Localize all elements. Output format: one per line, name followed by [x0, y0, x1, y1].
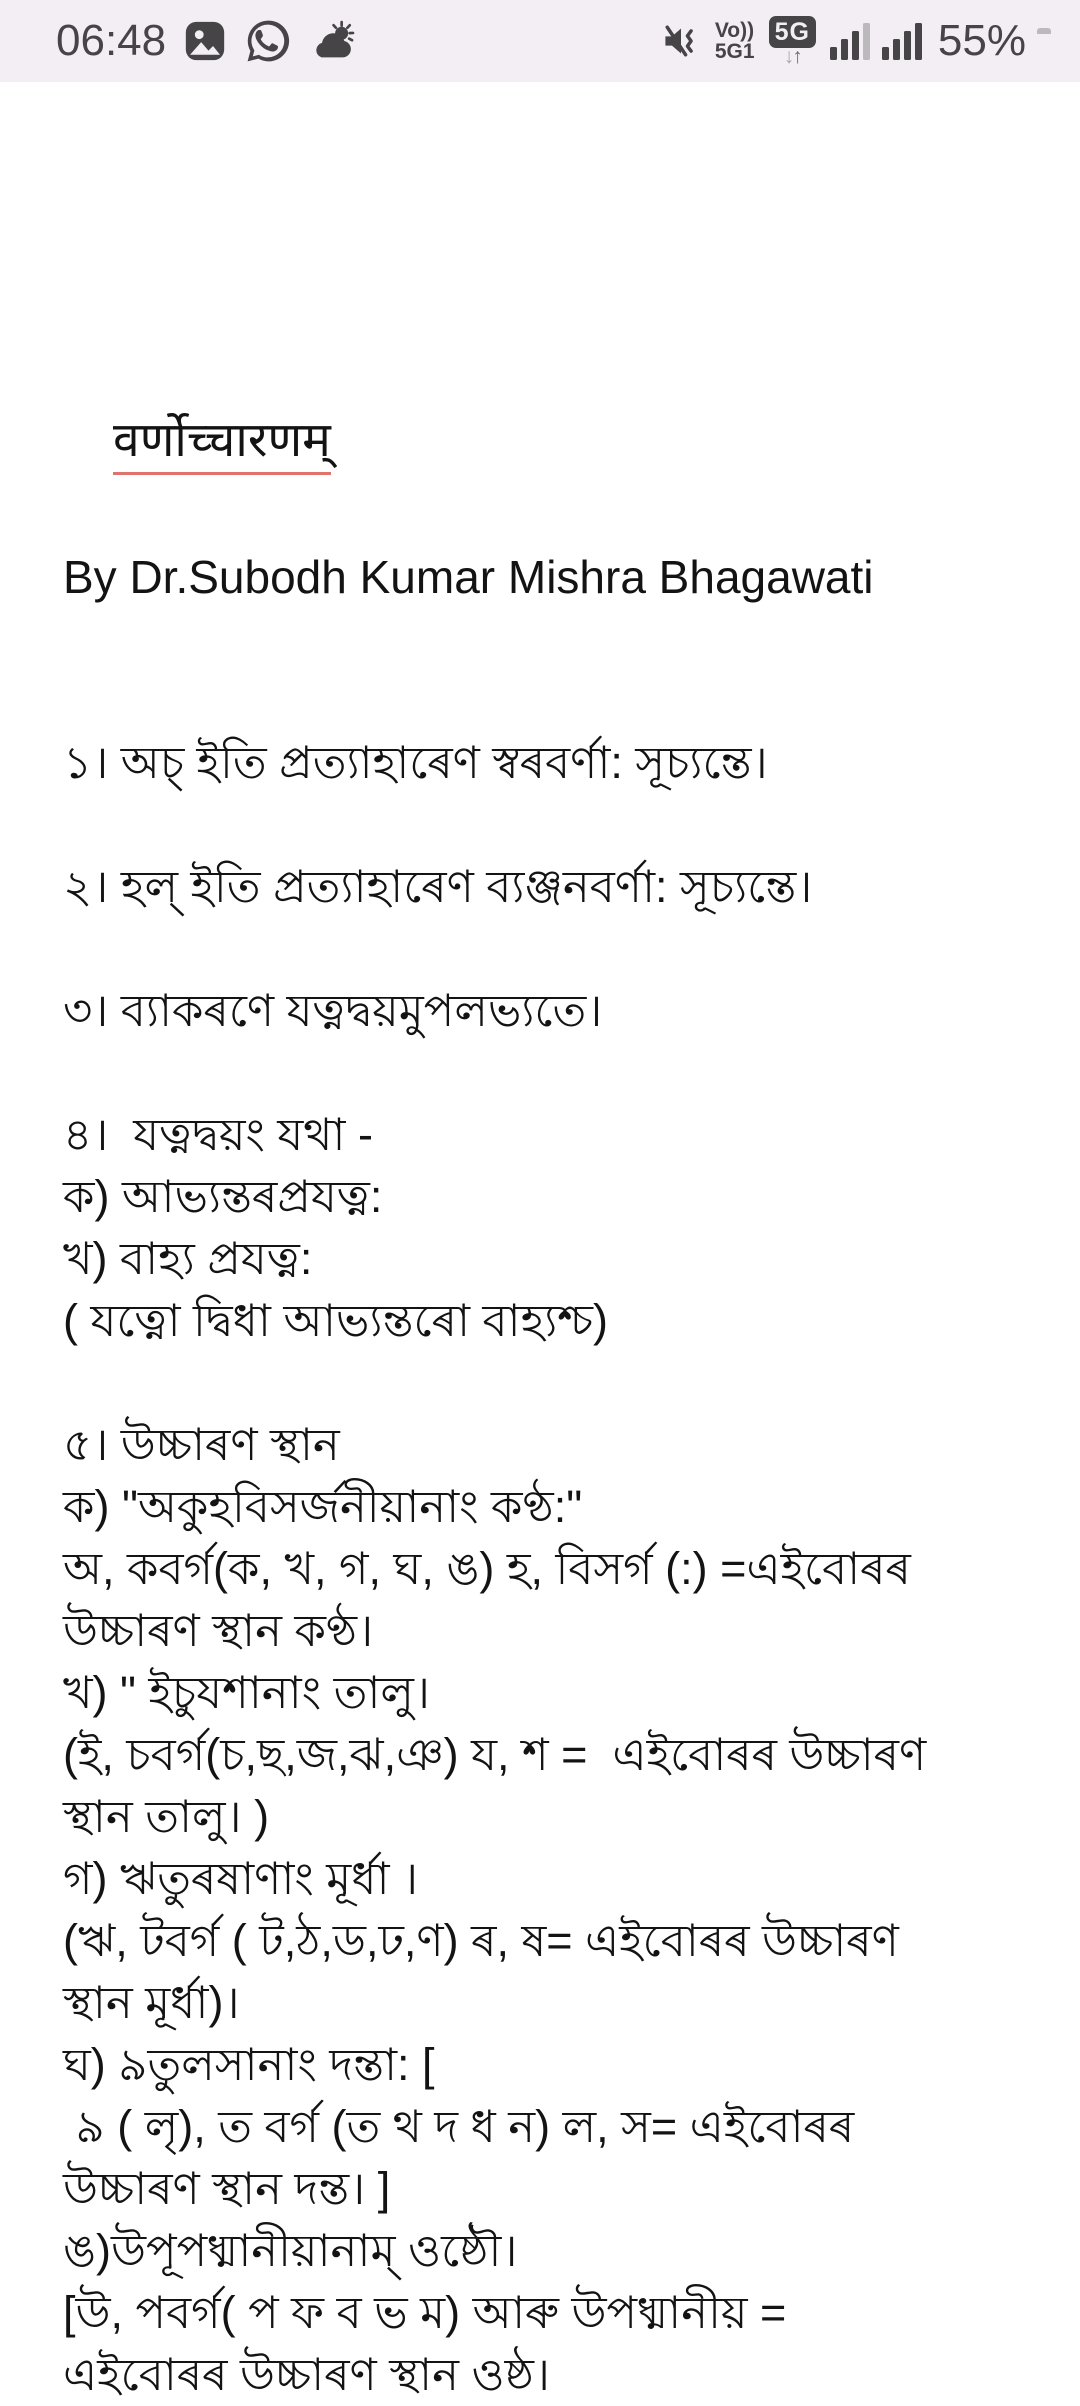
text-line: ( যত্নো দ্বিধা আভ্যন্তৰো বাহ্যশ্চ) [63, 1290, 1032, 1352]
text-line: স্থান তালু। ) [63, 1786, 1032, 1848]
text-line: ৩। ব্যাকৰণে যত্নদ্বয়মুপলভ্যতে। [63, 980, 1032, 1042]
mute-vibrate-icon [659, 19, 703, 63]
status-bar-left [56, 16, 358, 66]
text-line: ঙ)উপূপধ্মানীয়ানাম্ ওষ্ঠৌ। [63, 2220, 1032, 2282]
text-line: খ) " ইচুযশানাং তালু। [63, 1662, 1032, 1724]
text-line [63, 1352, 1032, 1414]
text-line: ক) "অকুহবিসর্জনীয়ানাং কণ্ঠ:" [63, 1476, 1032, 1538]
text-line: এইবোৰৰ উচ্চাৰণ স্থান ওষ্ঠ। [63, 2344, 1032, 2406]
text-line [63, 608, 1032, 670]
status-time: 06:48 [56, 16, 166, 66]
volte-top-label: Vo)) [715, 20, 754, 41]
status-bar-right [659, 16, 1044, 66]
document-byline: By Dr.Subodh Kumar Mishra Bhagawati [63, 546, 1032, 608]
text-line: ৪। যত্নদ্বয়ং যথা - [63, 1104, 1032, 1166]
text-line: ১। অচ্ ইতি প্রত্যাহাৰেণ স্বৰবর্ণা: সূচ্যন্তে। [63, 732, 1032, 794]
text-line: ৫। উচ্চাৰণ স্থান [63, 1414, 1032, 1476]
text-line: (ঋ, টবর্গ ( ট,ঠ,ড,ঢ,ণ) ৰ, ষ= এইবোৰৰ উচ্চাৰণ [63, 1910, 1032, 1972]
data-arrows-icon: ↓↑ [784, 48, 801, 66]
text-line: [উ, পবর্গ( প ফ ব ভ ম) আৰু উপধ্মানীয় = [63, 2282, 1032, 2344]
document-title: वर्णोच्चारणम् [113, 414, 331, 475]
5g-badge-label: 5G [769, 16, 816, 48]
text-line: উচ্চাৰণ স্থান কণ্ঠ। [63, 1600, 1032, 1662]
text-line: (ই, চবর্গ(চ,ছ,জ,ঝ,ঞ) য, শ = এইবোৰৰ উচ্চাৰণ [63, 1724, 1032, 1786]
text-line: স্থান মূর্ধা)। [63, 1972, 1032, 2034]
text-line [63, 1042, 1032, 1104]
text-line [63, 918, 1032, 980]
document-title-line [63, 336, 1032, 546]
battery-percent: 55% [938, 16, 1026, 66]
volte-indicator [715, 20, 755, 62]
signal-bars-sim1 [830, 22, 870, 60]
weather-icon [308, 17, 358, 65]
text-line: ক) আভ্যন্তৰপ্রযত্ন: [63, 1166, 1032, 1228]
text-line: ৯ ( লৃ), ত বর্গ (ত থ দ ধ ন) ল, স= এইবোৰৰ [63, 2096, 1032, 2158]
signal-bars-sim2 [882, 22, 922, 60]
battery-icon [1038, 32, 1044, 50]
whatsapp-icon [244, 17, 292, 65]
5g-badge [769, 16, 816, 66]
text-line: ঘ) ৯তুলসানাং দন্তা: [ [63, 2034, 1032, 2096]
document-lines [63, 608, 1032, 2406]
text-line: উচ্চাৰণ স্থান দন্ত। ] [63, 2158, 1032, 2220]
text-line [63, 794, 1032, 856]
text-line [63, 670, 1032, 732]
text-line: ২। হল্ ইতি প্রত্যাহাৰেণ ব্যঞ্জনবর্ণা: সূচ্যন্তে। [63, 856, 1032, 918]
text-line: অ, কবর্গ(ক, খ, গ, ঘ, ঙ) হ, বিসর্গ (:) =এইবোৰৰ [63, 1538, 1032, 1600]
text-line: খ) বাহ্য প্রযত্ন: [63, 1228, 1032, 1290]
gallery-icon [182, 18, 228, 64]
document-page[interactable] [0, 82, 1080, 2406]
volte-bottom-label: 5G1 [715, 41, 755, 62]
text-line: গ) ঋতুৰষাণাং মূর্ধা । [63, 1848, 1032, 1910]
status-bar [0, 0, 1080, 82]
